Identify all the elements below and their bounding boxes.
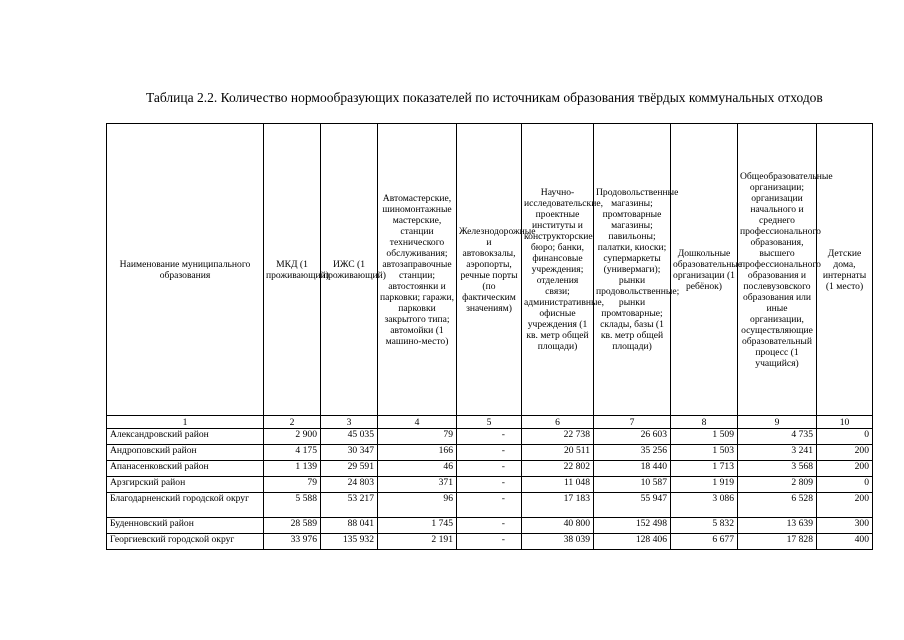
column-number: 3 [321,416,378,429]
column-number: 7 [594,416,671,429]
value-cell: 128 406 [594,534,671,550]
value-cell: 40 800 [522,518,594,534]
value-cell: 3 086 [671,493,738,518]
table-row [107,534,873,550]
value-cell: 35 256 [594,445,671,461]
value-cell: 1 745 [378,518,457,534]
value-cell: 29 591 [321,461,378,477]
header-row [107,124,873,416]
column-number: 4 [378,416,457,429]
value-cell: 1 919 [671,477,738,493]
value-cell: 53 217 [321,493,378,518]
value-cell: 5 832 [671,518,738,534]
value-cell: 2 809 [738,477,817,493]
value-cell: - [457,445,522,461]
table-row [107,445,873,461]
value-cell: 38 039 [522,534,594,550]
value-cell: 1 139 [264,461,321,477]
column-number: 1 [107,416,264,429]
value-cell: - [457,429,522,445]
col-header-schools: Общеобразовательные организации; организации начального и среднего профессионального образования, высшего профессионального образования и послевузовского образования или иные организации, осуществляющие образовательный процесс (1 учащийся) [738,124,817,416]
value-cell: 4 735 [738,429,817,445]
column-number-row [107,416,873,429]
value-cell: 96 [378,493,457,518]
value-cell: 88 041 [321,518,378,534]
value-cell: 17 828 [738,534,817,550]
col-header-mkd: МКД (1 проживающий) [264,124,321,416]
value-cell: 46 [378,461,457,477]
value-cell: 3 241 [738,445,817,461]
value-cell: 55 947 [594,493,671,518]
column-number: 10 [817,416,873,429]
col-header-izhs: ИЖС (1 проживающий) [321,124,378,416]
value-cell: 135 932 [321,534,378,550]
municipality-name-cell: Георгиевский городской округ [107,534,264,550]
value-cell: 166 [378,445,457,461]
value-cell: 300 [817,518,873,534]
value-cell: 3 568 [738,461,817,477]
value-cell: 0 [817,429,873,445]
value-cell: 33 976 [264,534,321,550]
municipality-name-cell: Арзгирский район [107,477,264,493]
municipality-name-cell: Апанасенковский район [107,461,264,477]
value-cell: 18 440 [594,461,671,477]
value-cell: 24 803 [321,477,378,493]
value-cell: 26 603 [594,429,671,445]
column-number: 5 [457,416,522,429]
value-cell: 79 [378,429,457,445]
municipality-name-cell: Александровский район [107,429,264,445]
value-cell: 30 347 [321,445,378,461]
column-number: 2 [264,416,321,429]
value-cell: 1 509 [671,429,738,445]
value-cell: 45 035 [321,429,378,445]
value-cell: 200 [817,445,873,461]
value-cell: - [457,493,522,518]
value-cell: 28 589 [264,518,321,534]
col-header-municipality: Наименование муниципального образования [107,124,264,416]
value-cell: 1 713 [671,461,738,477]
value-cell: - [457,534,522,550]
value-cell: 2 191 [378,534,457,550]
value-cell: 20 511 [522,445,594,461]
value-cell: 1 503 [671,445,738,461]
table-caption: Таблица 2.2. Количество нормообразующих показателей по источникам образования твёрдых коммунальных отходов [146,90,823,105]
table-row [107,429,873,445]
col-header-offices: Научно-исследовательские, проектные институты и конструкторские бюро; банки, финансовые учреждения; отделения связи; административные, офисные учреждения (1 кв. метр общей площади) [522,124,594,416]
value-cell: - [457,461,522,477]
municipality-name-cell: Андроповский район [107,445,264,461]
value-cell: 13 639 [738,518,817,534]
value-cell: 17 183 [522,493,594,518]
value-cell: - [457,477,522,493]
col-header-auto: Автомастерские, шиномонтажные мастерские, станции технического обслуживания; автозаправочные станции; автостоянки и парковки; гаражи, парковки закрытого типа; автомойки (1 машино-место) [378,124,457,416]
value-cell: 4 175 [264,445,321,461]
col-header-preschool: Дошкольные образовательные организации (1 ребёнок) [671,124,738,416]
value-cell: 22 738 [522,429,594,445]
value-cell: 22 802 [522,461,594,477]
municipality-name-cell: Благодарненский городской округ [107,493,264,518]
column-number: 9 [738,416,817,429]
table-row [107,477,873,493]
data-table [106,123,873,550]
value-cell: 371 [378,477,457,493]
table-row [107,518,873,534]
col-header-orphanages: Детские дома, интернаты (1 место) [817,124,873,416]
value-cell: 200 [817,461,873,477]
value-cell: 6 677 [671,534,738,550]
table-row [107,461,873,477]
value-cell: 6 528 [738,493,817,518]
value-cell: 400 [817,534,873,550]
col-header-shops: Продовольственные магазины; промтоварные магазины; павильоны; палатки, киоски; супермаркеты (универмаги); рынки продовольственные; рынки промтоварные; склады, базы (1 кв. метр общей площади) [594,124,671,416]
value-cell: 200 [817,493,873,518]
column-number: 6 [522,416,594,429]
value-cell: 152 498 [594,518,671,534]
value-cell: 2 900 [264,429,321,445]
value-cell: 11 048 [522,477,594,493]
col-header-transport: Железнодорожные и автовокзалы, аэропорты, речные порты (по фактическим значениям) [457,124,522,416]
municipality-name-cell: Буденновский район [107,518,264,534]
value-cell: 10 587 [594,477,671,493]
value-cell: 5 588 [264,493,321,518]
column-number: 8 [671,416,738,429]
table-body [107,429,873,550]
value-cell: 0 [817,477,873,493]
value-cell: - [457,518,522,534]
table-row [107,493,873,518]
value-cell: 79 [264,477,321,493]
